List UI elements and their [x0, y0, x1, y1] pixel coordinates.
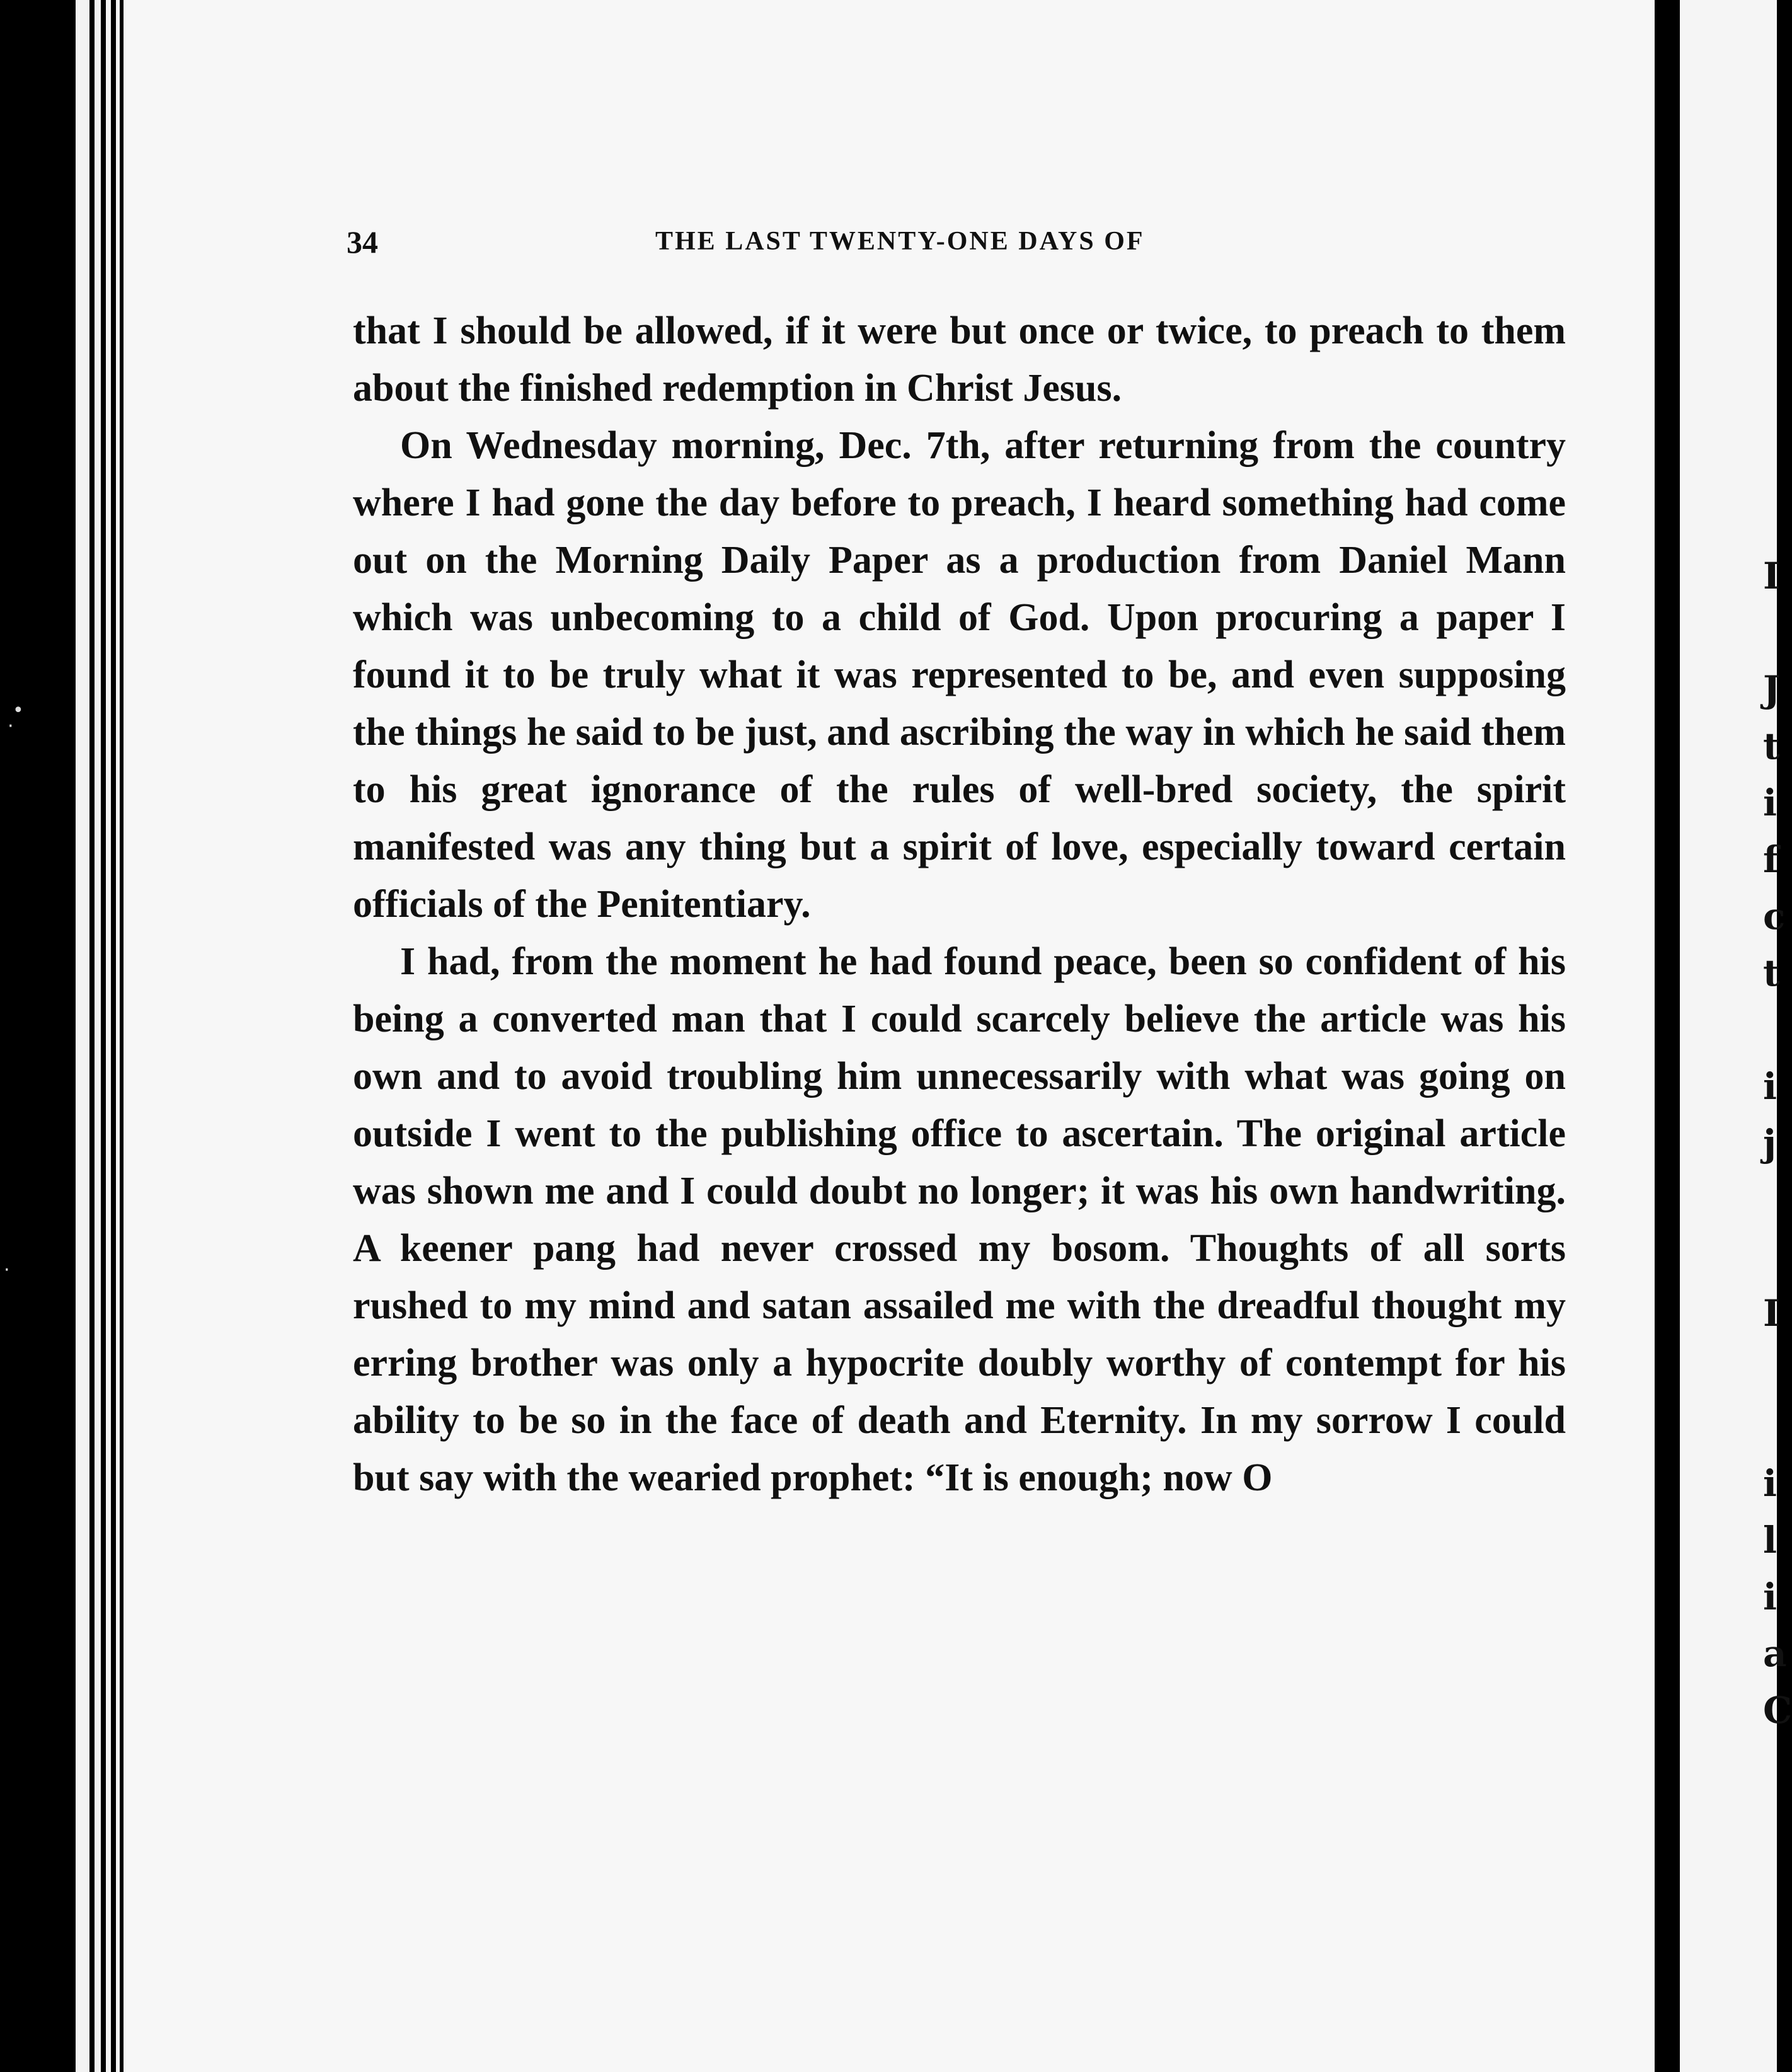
page-number: 34	[347, 224, 378, 260]
paragraph: On Wednesday morning, Dec. 7th, after returning from the country where I had gone the day before to preach, I heard something had come out on the Morning Daily Paper as a production from Daniel Mann which was unbecoming to a child of God. Upon procuring a paper I found it to be truly what it was represented to be, and even supposing the things he said to be just, and ascribing the way in which he said them to his great ignorance of the rules of well-bred society, the spirit manifested was any thing but a spirit of love, especially toward certain officials of the Penitentiary.	[353, 424, 1566, 926]
facing-page-fragment: c	[1763, 895, 1786, 938]
facing-page-fragment: I	[1763, 1292, 1781, 1335]
page-edge	[116, 0, 120, 2072]
page-header	[347, 224, 1569, 262]
facing-page-fragment: i	[1763, 1065, 1778, 1108]
facing-page-fragment: i	[1763, 1462, 1778, 1505]
facing-page-fragment: l	[1763, 1519, 1778, 1562]
facing-page-fragment: f	[1763, 838, 1779, 881]
facing-page-fragment: a	[1763, 1632, 1787, 1675]
facing-page-fragment: I	[1763, 555, 1781, 597]
running-title: THE LAST TWENTY-ONE DAYS OF	[655, 227, 1145, 256]
binding-gutter	[1655, 0, 1680, 2072]
facing-page-fragment: t	[1763, 725, 1780, 768]
page-edge	[95, 0, 101, 2072]
facing-page-fragment: t	[1763, 952, 1780, 994]
facing-page-fragment: C	[1763, 1689, 1792, 1732]
facing-page-fragment: i	[1763, 1575, 1778, 1618]
facing-page-fragment: j	[1763, 1122, 1776, 1165]
paragraph: I had, from the moment he had found peace, been so confident of his being a converted man that I could scarcely believe the article was his own and to avoid troubling him unnecessarily with what was going on outside I went to the publishing office to ascertain. The original article was shown me and I could doubt no longer; it was his own handwriting. A keener pang had never crossed my bosom. Thoughts of all sorts rushed to my mind and satan assailed me with the dreadful thought my erring brother was only a hypocrite doubly worthy of contempt for his ability to be so in the face of death and Eternity. In my sorrow I could but say with the wearied prophet: “It is enough; now O	[353, 940, 1566, 1499]
facing-page-fragment: i	[1763, 781, 1778, 824]
body-text	[353, 302, 1566, 1507]
scan-speck: ·	[4, 1259, 10, 1281]
paragraph: that I should be allowed, if it were but once or twice, to preach to them about the finished redemption in Christ Jesus.	[353, 309, 1566, 410]
page-edge	[106, 0, 111, 2072]
scan-speck: •	[13, 699, 24, 722]
page-edge	[76, 0, 89, 2072]
facing-page-edge	[1680, 0, 1792, 2072]
facing-page-fragment: J	[1763, 668, 1781, 711]
scan-speck: ·	[8, 715, 14, 737]
